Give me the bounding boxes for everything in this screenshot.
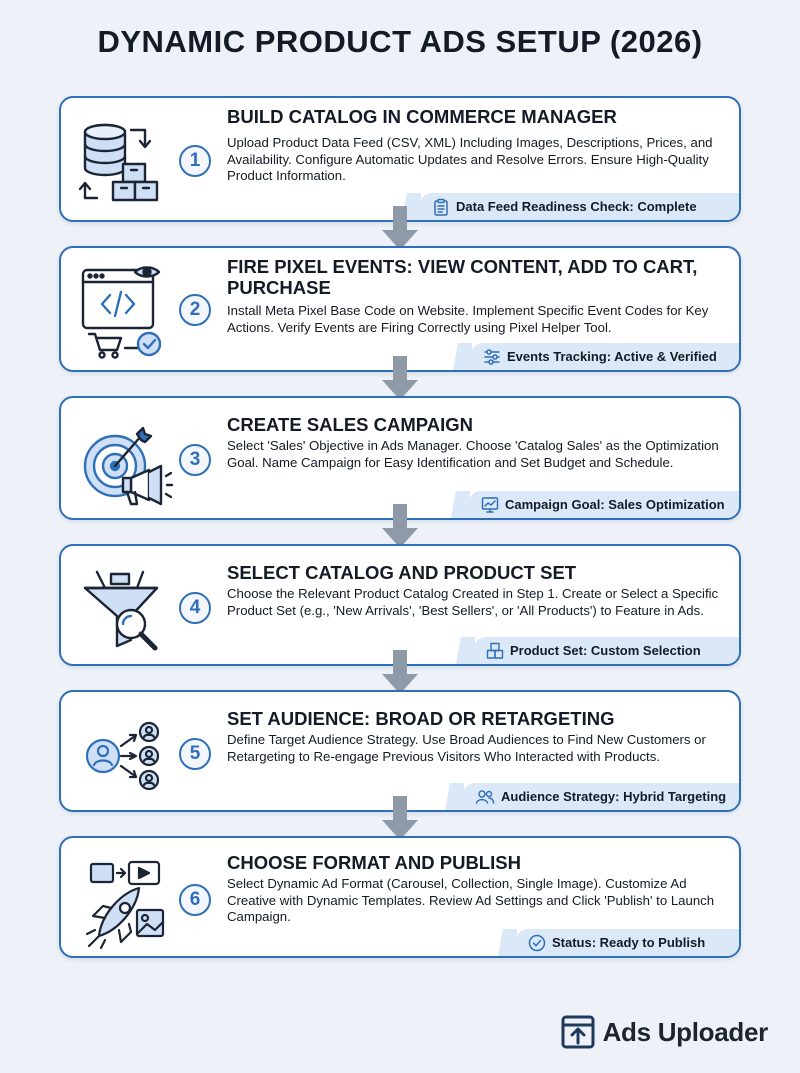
step-card-1 <box>59 96 741 222</box>
badge-label-3: Campaign Goal: Sales Optimization <box>505 497 725 512</box>
audience-network-icon <box>75 704 175 804</box>
step-description-2: Install Meta Pixel Base Code on Website. Implement Specific Event Codes for Key Actions. Verify Events are Firing Correctly using Pixel Helper Tool. <box>227 303 709 335</box>
step-number-6: 6 <box>179 884 211 916</box>
status-badge-1 <box>420 193 739 220</box>
step-card-2 <box>59 246 741 372</box>
step-description-5: Define Target Audience Strategy. Use Broad Audiences to Find New Customers or Retargeting to Re-engage Previous Visitors Who Interacted with Products. <box>227 732 706 764</box>
step-card-5 <box>59 690 741 812</box>
status-badge-5 <box>463 783 739 810</box>
step-title-4: SELECT CATALOG AND PRODUCT SET <box>227 562 577 583</box>
step-title-2: FIRE PIXEL EVENTS: VIEW CONTENT, ADD TO CART, PURCHASE <box>227 256 698 298</box>
step-card-3 <box>59 396 741 520</box>
badge-label-1: Data Feed Readiness Check: Complete <box>456 199 697 214</box>
chart-board-icon <box>481 496 499 514</box>
step-title-5: SET AUDIENCE: BROAD OR RETARGETING <box>227 708 615 729</box>
brand-name: Ads Uploader <box>602 1016 768 1047</box>
step-card-6 <box>59 836 741 958</box>
status-badge-2 <box>471 343 739 370</box>
step-description-4: Choose the Relevant Product Catalog Created in Step 1. Create or Select a Specific Product Set (e.g., 'New Arrivals', 'Best Sellers', or 'All Products') to Feature in Ads. <box>227 586 719 618</box>
page-title: DYNAMIC PRODUCT ADS SETUP (2026) <box>97 24 703 59</box>
brand-logo <box>561 1013 768 1051</box>
people-icon <box>475 788 495 806</box>
step-number-4: 4 <box>179 592 211 624</box>
badge-label-4: Product Set: Custom Selection <box>510 643 701 658</box>
step-card-4 <box>59 544 741 666</box>
clipboard-icon <box>432 198 450 216</box>
funnel-search-icon <box>75 558 175 658</box>
step-description-3: Select 'Sales' Objective in Ads Manager. Choose 'Catalog Sales' as the Optimization Goal. Name Campaign for Easy Identification and Set Budget and Schedule. <box>227 438 719 470</box>
database-boxes-icon <box>75 112 175 212</box>
step-title-1: BUILD CATALOG IN COMMERCE MANAGER <box>227 106 617 127</box>
upload-box-icon <box>561 1015 595 1049</box>
badge-label-2: Events Tracking: Active & Verified <box>507 349 717 364</box>
rocket-media-icon <box>75 850 175 950</box>
badge-label-6: Status: Ready to Publish <box>552 935 706 950</box>
target-megaphone-icon <box>75 410 175 510</box>
step-description-1: Upload Product Data Feed (CSV, XML) Including Images, Descriptions, Prices, and Availability. Configure Automatic Updates and Resolve Errors. Ensure High-Quality Product Information. <box>227 135 713 183</box>
status-badge-3 <box>469 491 739 518</box>
step-title-3: CREATE SALES CAMPAIGN <box>227 414 473 435</box>
step-number-5: 5 <box>179 738 211 770</box>
step-number-1: 1 <box>179 145 211 177</box>
code-window-cart-icon <box>75 260 175 360</box>
step-number-3: 3 <box>179 444 211 476</box>
status-badge-6 <box>516 929 739 956</box>
step-title-6: CHOOSE FORMAT AND PUBLISH <box>227 852 521 873</box>
step-number-2: 2 <box>179 294 211 326</box>
sliders-icon <box>483 348 501 366</box>
status-badge-4 <box>474 637 739 664</box>
check-circle-icon <box>528 934 546 952</box>
badge-label-5: Audience Strategy: Hybrid Targeting <box>501 789 727 804</box>
step-description-6: Select Dynamic Ad Format (Carousel, Collection, Single Image). Customize Ad Creative with Dynamic Templates. Review Ad Settings and Click 'Publish' to Launch Campaign. <box>227 876 715 924</box>
boxes-icon <box>486 642 504 660</box>
